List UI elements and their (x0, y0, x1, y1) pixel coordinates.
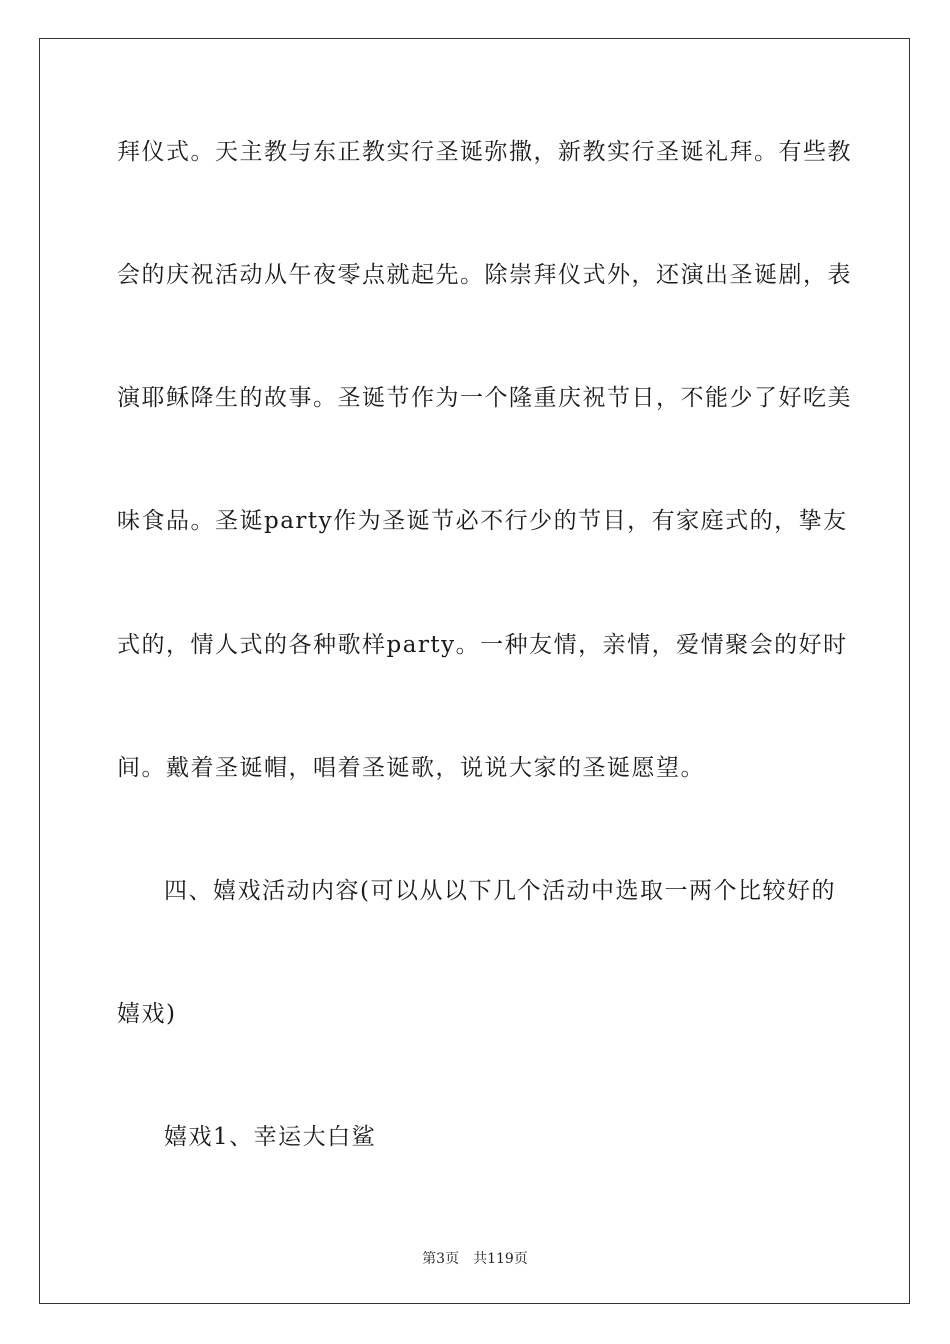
paragraph-line-3: 演耶稣降生的故事。圣诞节作为一个隆重庆祝节日，不能少了好吃美 (117, 385, 852, 411)
section-heading-line-1: 四、嬉戏活动内容(可以从以下几个活动中选取一两个比较好的 (164, 878, 836, 904)
page-number: 第3页 (422, 1251, 460, 1267)
paragraph-line-4: 味食品。圣诞party作为圣诞节必不行少的节目，有家庭式的，挚友 (117, 508, 848, 534)
page-footer (0, 1248, 950, 1268)
page-total: 共119页 (473, 1251, 528, 1267)
page-border (39, 38, 910, 1304)
section-heading-line-2: 嬉戏) (117, 1001, 177, 1027)
game-title: 嬉戏1、幸运大白鲨 (164, 1124, 377, 1150)
paragraph-line-1: 拜仪式。天主教与东正教实行圣诞弥撒，新教实行圣诞礼拜。有些教 (117, 139, 852, 165)
paragraph-line-2: 会的庆祝活动从午夜零点就起先。除崇拜仪式外，还演出圣诞剧，表 (117, 262, 852, 288)
paragraph-line-6: 间。戴着圣诞帽，唱着圣诞歌，说说大家的圣诞愿望。 (117, 755, 705, 781)
paragraph-line-5: 式的，情人式的各种歌样party。一种友情，亲情，爱情聚会的好时 (117, 632, 848, 658)
